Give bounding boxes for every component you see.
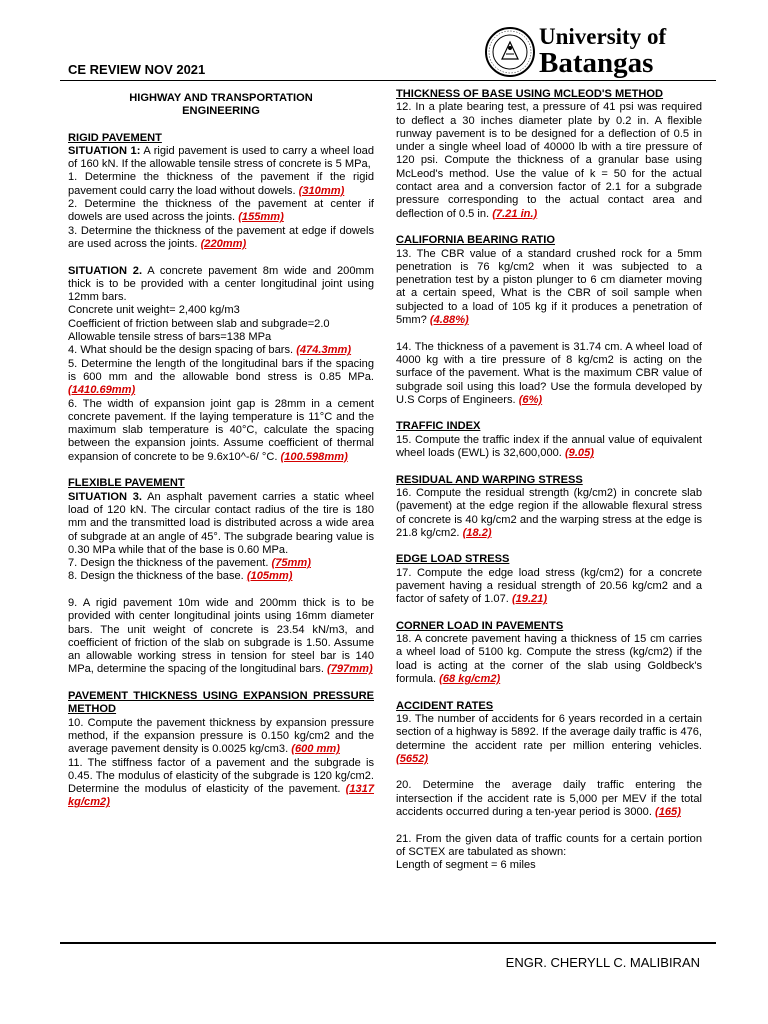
- question-text: 5. Determine the length of the longitudinal bars if the spacing is 600 mm and the allowable bond stress is 0.85 MPa.: [68, 357, 374, 383]
- author-name: ENGR. CHERYLL C. MALIBIRAN: [505, 955, 700, 970]
- question-text: 4. What should be the design spacing of bars.: [68, 344, 297, 357]
- question-12: [396, 101, 702, 221]
- question-5: [68, 358, 374, 398]
- question-text: 8. Design the thickness of the base.: [68, 570, 247, 583]
- title-line2: ENGINEERING: [182, 105, 260, 118]
- university-seal-icon: [484, 26, 536, 78]
- situation-3-label: SITUATION 3.: [68, 490, 142, 503]
- header-divider: [60, 80, 716, 81]
- question-20: [396, 779, 702, 819]
- left-column: [68, 88, 374, 810]
- question-17: [396, 567, 702, 607]
- question-text: 1. Determine the thickness of the pavement if the rigid pavement could carry the load without dowels.: [68, 171, 374, 197]
- answer-13: (4.88%): [429, 314, 469, 327]
- question-21-segment-length: Length of segment = 6 miles: [396, 859, 536, 872]
- corner-load-heading: CORNER LOAD IN PAVEMENTS: [396, 619, 564, 632]
- question-11: [68, 757, 374, 810]
- answer-3: (220mm): [200, 237, 247, 250]
- question-14: [396, 341, 702, 407]
- question-text: 18. A concrete pavement having a thickness of 15 cm carries a wheel load of 5100 kg. Compute the stress (kg/cm2) if the load is acting at the corner of the slab using Goldbeck's formula.: [396, 633, 702, 686]
- question-7: [68, 557, 374, 570]
- university-logo: [484, 22, 694, 80]
- document-title: [68, 92, 374, 119]
- question-text: 9. A rigid pavement 10m wide and 200mm thick is to be provided with center longitudinal joints using 16mm diameter bars. The unit weight of concrete is 23.54 kN/m3, and coefficient of friction of the slab on subgrade is 1.50. Assume an allowable working stress in tension for steel bar is 140 MPa, determine the spacing of the longitudinal bars.: [68, 596, 374, 676]
- answer-11: (1317 kg/cm2): [68, 783, 374, 809]
- question-text: 6. The width of expansion joint gap is 28mm in a cement concrete pavement. If the laying temperature is 11°C and the maximum slab temperature is 40°C, calculate the spacing between the expansion joints. Assume coefficient of thermal expansion of concrete to be 9.6x10^-6/ °C.: [68, 397, 374, 463]
- question-text: 15. Compute the traffic index if the annual value of equivalent wheel loads (EWL) is 32,600,000.: [396, 433, 702, 460]
- question-text: 14. The thickness of a pavement is 31.74 cm. A wheel load of 4000 kg with a tire pressure of 8 kg/cm2 is acting on the surface of the pavement. What is the maximum CBR value of subgrade soil using this load? Use the formula developed by U.S Corps of Engineers.: [396, 340, 702, 406]
- situation-3-text: An asphalt pavement carries a static wheel load of 120 kN. The circular contact radius of the tire is 180 mm and the transmitted load is distributed across a wide area of subgrade at an angle of 45°. The subgrade bearing value is 0.30 MPa while that of the base is 0.60 MPa.: [68, 490, 375, 556]
- footer-divider: [60, 942, 716, 944]
- answer-1: (310mm): [298, 184, 345, 197]
- title-line1: HIGHWAY AND TRANSPORTATION: [129, 92, 313, 104]
- mcleod-heading: THICKNESS OF BASE USING MCLEOD'S METHOD: [396, 88, 664, 100]
- situation-2-tensile: Allowable tensile stress of bars=138 MPa: [68, 331, 272, 344]
- answer-18: (68 kg/cm2): [439, 673, 501, 686]
- edge-load-heading: EDGE LOAD STRESS: [396, 553, 510, 566]
- question-6: [68, 398, 374, 464]
- situation-2: [68, 265, 374, 305]
- right-column: [396, 88, 702, 873]
- answer-15: (9.05): [564, 447, 594, 460]
- question-text: 10. Compute the pavement thickness by expansion pressure method, if the expansion pressure is 0.150 kg/cm2 and the average pavement density is 0.0025 kg/cm3.: [68, 716, 374, 756]
- answer-16: (18.2): [462, 526, 492, 539]
- university-name-line1: University of: [539, 24, 667, 49]
- situation-2-text: A concrete pavement 8m wide and 200mm thick is to be provided with a center longitudinal joint using 12mm bars.: [68, 264, 375, 304]
- answer-12: (7.21 in.): [492, 207, 538, 220]
- question-2: [68, 198, 374, 225]
- question-3: [68, 225, 374, 252]
- situation-2-friction: Coefficient of friction between slab and subgrade=2.0: [68, 317, 330, 330]
- question-text: 11. The stiffness factor of a pavement and the subgrade is 0.45. The modulus of elasticity of the subgrade is 120 kg/cm2. Determine the modulus of elasticity of the pavement.: [68, 756, 374, 796]
- answer-9: (797mm): [327, 663, 373, 676]
- university-name-line2: Batangas: [539, 47, 654, 79]
- situation-1: [68, 145, 374, 172]
- question-18: [396, 633, 702, 686]
- flexible-pavement-heading: FLEXIBLE PAVEMENT: [68, 477, 185, 490]
- question-text: 20. Determine the average daily traffic entering the intersection if the accident rate is 5,000 per MEV if the total accidents occurred during a ten-year period is 3000.: [396, 779, 702, 819]
- question-16: [396, 487, 702, 540]
- question-13: [396, 248, 702, 328]
- question-1: [68, 171, 374, 198]
- question-text: 2. Determine the thickness of the pavement at center if dowels are used across the joints.: [68, 198, 374, 224]
- rigid-pavement-heading: RIGID PAVEMENT: [68, 131, 162, 144]
- answer-14: (6%): [518, 393, 543, 406]
- answer-20: (165): [655, 806, 681, 819]
- question-text: 19. The number of accidents for 6 years recorded in a certain section of a highway is 5892. If the average daily traffic is 476, determine the accident rate per million entering vehicles.: [396, 712, 702, 752]
- question-10: [68, 717, 374, 757]
- question-text: 3. Determine the thickness of the pavement at edge if dowels are used across the joints.: [68, 224, 374, 250]
- expansion-pressure-heading: PAVEMENT THICKNESS USING EXPANSION PRESSURE METHOD: [68, 690, 374, 716]
- answer-2: (155mm): [238, 211, 284, 224]
- accident-rates-heading: ACCIDENT RATES: [396, 699, 494, 712]
- answer-19: (5652): [396, 752, 429, 765]
- answer-10: (600 mm): [291, 743, 340, 756]
- answer-8: (105mm): [246, 570, 293, 583]
- question-21: 21. From the given data of traffic counts for a certain portion of SCTEX are tabulated as shown:: [396, 832, 702, 858]
- question-text: 7. Design the thickness of the pavement.: [68, 557, 272, 570]
- question-text: 17. Compute the edge load stress (kg/cm2) for a concrete pavement having a residual strength of 20.56 kg/cm2 and a factor of safety of 1.07.: [396, 566, 702, 606]
- situation-2-unit-weight: Concrete unit weight= 2,400 kg/m3: [68, 304, 240, 317]
- situation-1-label: SITUATION 1:: [68, 144, 141, 157]
- question-19: [396, 713, 702, 766]
- answer-4: (474.3mm): [296, 344, 352, 357]
- question-text: 12. In a plate bearing test, a pressure of 41 psi was required to deflect a 30 inches diameter plate by 0.2 in. A flexible runway pavement is to be designed for a deflection of 0.5 in under a single wheel load of 40000 lb with a tire pressure of 120 psi. Compute the thickness of a granular base using McLeod's method. Use the value of k = 50 for the actual contact area and a conversion factor of 2.1 for a subgrade pressure corresponding to the actual contact area and deflection of 0.5 in.: [396, 101, 702, 220]
- question-8: [68, 570, 374, 583]
- situation-3: [68, 491, 374, 557]
- answer-7: (75mm): [271, 557, 311, 570]
- traffic-index-heading: TRAFFIC INDEX: [396, 420, 481, 433]
- answer-5: (1410.69mm): [68, 384, 136, 397]
- cbr-heading: CALIFORNIA BEARING RATIO: [396, 234, 556, 247]
- residual-warping-heading: RESIDUAL AND WARPING STRESS: [396, 473, 583, 486]
- question-text: 13. The CBR value of a standard crushed rock for a 5mm penetration is 76 kg/cm2 when it was subjected to a penetration test by a piston plunger to 6 cm diameter moving at a certain speed, What is the CBR of soil sample when subjected to a load of 105 kg if it produces a penetration of 5mm?: [396, 247, 702, 327]
- question-9: [68, 597, 374, 677]
- answer-17: (19.21): [511, 593, 548, 606]
- answer-6: (100.598mm): [280, 450, 348, 463]
- question-4: [68, 344, 374, 357]
- situation-2-label: SITUATION 2.: [68, 264, 143, 277]
- question-text: 16. Compute the residual strength (kg/cm2) in concrete slab (pavement) at the edge region if the allowable flexural stress of concrete is 40 kg/cm2 and the warping stress at the edge is 21.8 kg/cm2.: [396, 486, 702, 539]
- review-label: CE REVIEW NOV 2021: [68, 62, 206, 77]
- situation-1-text: A rigid pavement is used to carry a wheel load of 160 kN. If the allowable tensile stress of concrete is 5 MPa,: [68, 144, 375, 171]
- question-15: [396, 434, 702, 461]
